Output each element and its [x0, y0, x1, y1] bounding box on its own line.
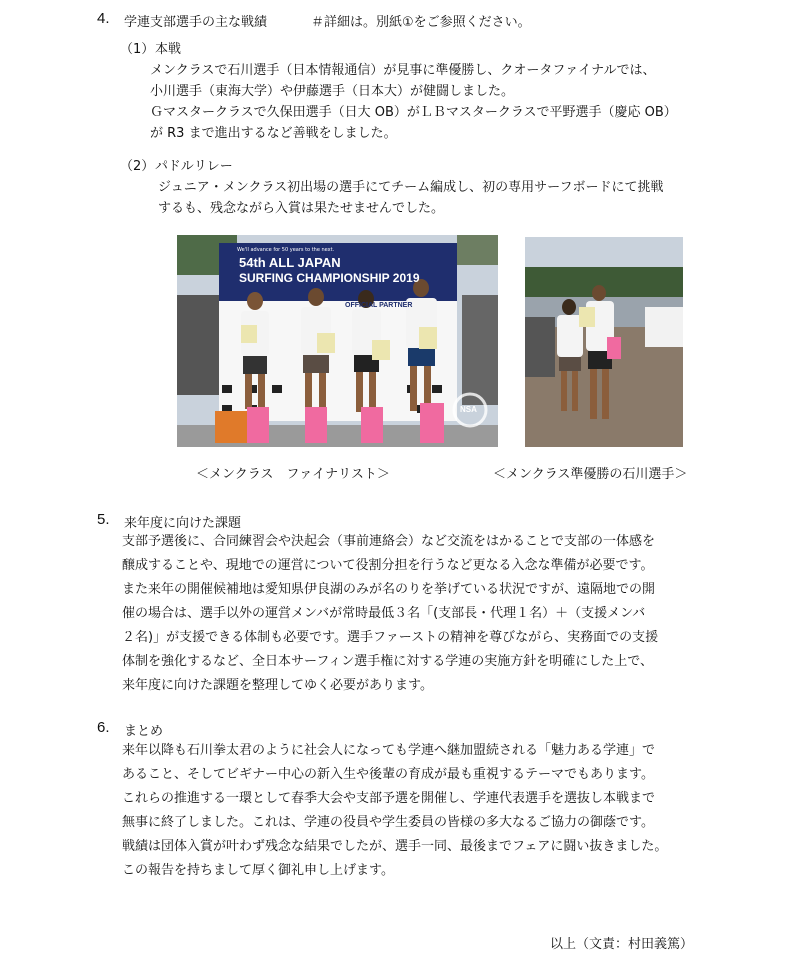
sub2-body	[158, 177, 758, 219]
banner-top-text: We'll advance for 50 years to the next.	[237, 247, 335, 253]
nsa-logo: NSA	[460, 405, 477, 414]
ishikawa-photo	[525, 237, 683, 447]
photo-2-caption: ＜メンクラス準優勝の石川選手＞	[493, 467, 688, 482]
sub1-line: Ｇマスタークラスで久保田選手（日大 OB）がＬＢマスタークラスで平野選手（慶応 OB）	[150, 105, 677, 120]
sub2-line: ジュニア・メンクラス初出場の選手にてチーム編成し、初の専用サーフボードにて挑戦	[158, 180, 664, 195]
section-6-line: この報告を持ちまして厚く御礼申し上げます。	[122, 863, 394, 878]
section-6-line: 戦績は団体入賞が叶わず残念な結果でしたが、選手一同、最後までフェアに闘い抜きました。	[122, 839, 668, 854]
section-5-line: 体制を強化するなど、全日本サーフィン選手権に対する学連の実施方針を明確にした上で、	[122, 654, 654, 669]
section-4-number: 4.	[97, 10, 110, 27]
sub1-body	[150, 60, 750, 144]
sub2-label: （2）	[120, 159, 155, 174]
partner-text: OFFICIAL PARTNER	[345, 302, 413, 309]
sub2-title: パドルリレー	[155, 159, 233, 174]
section-5-line: また来年の開催候補地は愛知県伊良湖のみが名のりを挙げている状況ですが、遠隔地での開	[122, 582, 656, 597]
sub1-line: が R3 まで進出するなど善戦をしました。	[150, 126, 397, 141]
section-5-number: 5.	[97, 511, 110, 528]
section-5-heading: 来年度に向けた課題	[124, 516, 242, 531]
sub1-line: 小川選手（東海大学）や伊藤選手（日本大）が健闘しました。	[150, 84, 515, 99]
section-5-line: 催の場合は、選手以外の運営メンバが常時最低３名「(支部長・代理１名）＋（支援メンバ	[122, 606, 646, 621]
section-6-line: これらの推進する一環として春季大会や支部予選を開催し、学連代表選手を選抜し本戦まで	[122, 791, 656, 806]
section-6-body	[122, 739, 722, 883]
section-6-heading: まとめ	[124, 724, 164, 739]
banner-line-2: SURFING CHAMPIONSHIP 2019	[239, 271, 420, 285]
finalists-photo	[177, 235, 498, 447]
section-5-line: 醸成することや、現地での運営について役割分担を行うなど更なる入念な準備が必要です。	[122, 558, 654, 573]
sub2-line: するも、残念ながら入賞は果たせませんでした。	[158, 201, 445, 216]
section-5-line: ２名)」が支援できる体制も必要です。選手ファーストの精神を尊びながら、実務面での支援	[122, 630, 659, 645]
sub1-title: 本戦	[155, 42, 182, 57]
photo-1-caption: ＜メンクラス ファイナリスト＞	[196, 467, 390, 482]
section-6-line: あること、そしてビギナー中心の新入生や後輩の育成が最も重視するテーマでもあります。	[122, 767, 654, 782]
closing-signature: 以上（文責：村田義篤）	[550, 937, 694, 952]
sub1-line: メンクラスで石川選手（日本情報通信）が見事に準優勝し、クオータファイナルでは、	[150, 63, 656, 78]
sub1-label: （1）	[120, 42, 155, 57]
section-5-body	[122, 530, 722, 698]
section-6-line: 無事に終了しました。これは、学連の役員や学生委員の皆様の多大なるご協力の御蔭です。	[122, 815, 654, 830]
section-6-number: 6.	[97, 719, 110, 736]
section-4-note: ＃詳細は。別紙①をご参照ください。	[311, 15, 531, 30]
section-5-line: 来年度に向けた課題を整理してゆく必要があります。	[122, 678, 433, 693]
section-6-line: 来年以降も石川拳太君のように社会人になっても学連へ継加盟続される「魅力ある学連」で	[122, 743, 656, 758]
banner-line-1: 54th ALL JAPAN	[239, 255, 341, 270]
section-5-line: 支部予選後に、合同練習会や決起会（事前連絡会）など交流をはかることで支部の一体感を	[122, 534, 656, 549]
section-4-heading: 学連支部選手の主な戦績	[124, 15, 268, 30]
